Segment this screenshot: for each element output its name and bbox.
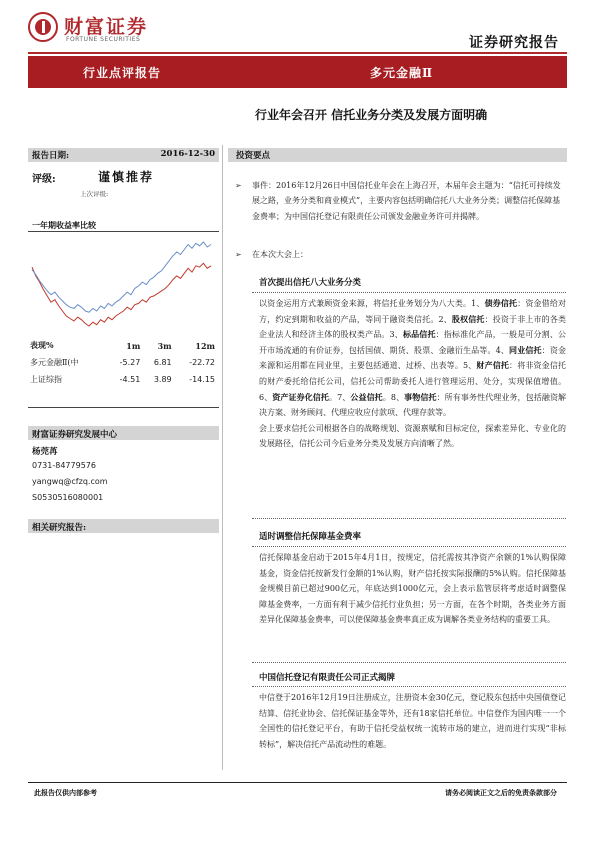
performance-table (30, 340, 218, 388)
analyst-certificate: S0530516080001 (32, 493, 104, 502)
perf-header: 12m (195, 340, 215, 351)
category-banner (28, 56, 567, 88)
report-date-label: 报告日期: (32, 151, 70, 161)
return-comparison-chart (28, 234, 219, 334)
perf-cell: 上证综指 (30, 375, 62, 384)
perf-cell: -22.72 (189, 358, 215, 367)
chart-series-line-0 (32, 263, 211, 326)
analyst-name: 杨莞苒 (32, 447, 58, 457)
section-title-guarantee-fund: 适时调整信托保障基金费率 (259, 532, 362, 542)
section-title-registration-company: 中国信托登记有限责任公司正式揭牌 (259, 673, 396, 683)
rating-value: 谨慎推荐 (98, 170, 155, 184)
chart-series-line-1 (32, 242, 211, 312)
highlight-event-text: 事件：2016年12月26日中国信托业年会在上海召开，本届年会主题为：“信托可持续发展之路，业务分类和商业模式”，主要内容包括明确信托八大业务分类；调整信托保障基金费率；为中国信托登记有限责任公司颁发金融业务许可并揭牌。 (252, 181, 561, 221)
section-divider (252, 546, 566, 547)
highlight-meeting (235, 247, 565, 262)
section-divider (252, 686, 566, 687)
performance-header-row (30, 340, 218, 354)
category-name: 标品信托 (402, 329, 436, 340)
table-row (30, 371, 218, 388)
report-date-value: 2016-12-30 (160, 149, 215, 159)
highlight-event (235, 178, 565, 224)
section-title-business-categories: 首次提出信托八大业务分类 (259, 278, 362, 288)
section-divider (252, 518, 566, 519)
header-rule (28, 52, 567, 54)
bullet-arrow-icon: ➢ (235, 181, 242, 190)
highlights-title: 投资要点 (236, 151, 271, 161)
chart-title: 一年期收益率比较 (32, 220, 96, 230)
chart-top-rule (28, 231, 219, 232)
report-date-bar (28, 148, 219, 162)
related-research-title: 相关研究报告: (32, 523, 87, 533)
performance-bottom-rule (28, 407, 219, 408)
banner-report-type: 行业点评报告 (83, 66, 162, 80)
category-name: 事物信托 (404, 391, 437, 402)
footer-internal-note: 此报告仅供内部参考 (34, 788, 97, 797)
perf-header: 3m (157, 340, 172, 351)
perf-cell: -4.51 (119, 375, 141, 384)
table-row (30, 354, 218, 371)
perf-header: 表现% (30, 340, 54, 350)
brand-logo (28, 8, 178, 48)
perf-cell: 6.81 (153, 358, 172, 367)
brand-name-en: FORTUNE SECURITIES (66, 36, 141, 43)
section-body-guarantee-fund: 信托保障基金启动于2015年4月1日，按规定，信托需按其净资产余额的1%认购保障基金，资金信托按新发行金额的1%认购，财产信托按实际报酬的5%认购。信托保障基金规模目前已超过900亿元，年底达到1000亿元，会上表示监管层将考虑适时调整保障基金费率，一方面有利于减少信托行业负担；另一方面，在各个时期，各类业务方面差异化保障基金费率，可以使保障基金费率真正成为调解各类业务结构的重要工具。 (259, 553, 566, 625)
category-name: 同业信托 (509, 344, 542, 355)
footer-rule (28, 782, 567, 783)
perf-header: 1m (126, 340, 141, 351)
highlight-meeting-text: 在本次大会上： (252, 250, 308, 259)
previous-rating-label: 上次评级: (80, 190, 109, 198)
perf-cell: -14.15 (189, 375, 215, 384)
category-name: 公益信托 (350, 391, 383, 402)
perf-cell: 3.89 (153, 375, 172, 384)
perf-cell: -5.27 (119, 358, 141, 367)
perf-cell: 多元金融Ⅱ(中 (30, 358, 79, 367)
highlights-bar (228, 148, 567, 162)
category-name: 债券信托 (484, 298, 518, 308)
column-separator (222, 145, 223, 770)
footer-disclaimer-note: 请务必阅读正文之后的免责条款部分 (445, 788, 557, 797)
rating-label: 评级: (32, 174, 56, 185)
section-divider (252, 292, 566, 293)
brand-name-cn: 财富证券 (64, 16, 149, 38)
section-body-business-categories: 以资金运用方式兼顾资金来源，将信托业务划分为八大类。1、债券信托：资金借给对方，约定到期和收益的产品，等同于融资类信托。2、股权信托：投资于非上市的各类企业法人和经济主体的股权类产品。3、标品信托：指标准化产品，一般是可分割、公开市场流通的有价证券，包括国债、期货、股票、金融衍生品等。4、同业信托：资金来源和运用都在同业里，主要包括通道、过桥、出表等。5、财产信托：将非资金信托的财产委托给信托公司，信托公司帮助委托人进行管理运用、处分，实现保值增值。6、资产证券化信托。7、公益信托。8、事物信托：所有事务性代理业务，包括融资解决方案、财务顾问、代理应收应付款项、代理存款等。 会上要求信托公司根据各自的战略规划、资源禀赋和目标定位，探索差异化、专业化的发展路径，信托公司今后业务分类及发展方向清晰了然。 (259, 298, 567, 449)
analyst-email[interactable]: yangwq@cfzq.com (32, 477, 108, 486)
bullet-arrow-icon: ➢ (235, 250, 242, 259)
brand-seal-icon (28, 12, 58, 42)
section-divider (252, 662, 566, 663)
report-kind: 证券研究报告 (469, 35, 559, 51)
section-body-registration-company: 中信登于2016年12月19日注册成立，注册资本金30亿元，登记股东包括中央国债登记结算、信托业协会、信托保证基金等外，还有18家信托单位。中信登作为国内唯一一个全国性的信托登记平台，有助于信托受益权统一流转市场的建立，进而进行实现“非标转标”，解决信托产品流动性的难题。 (259, 693, 566, 749)
banner-industry: 多元金融Ⅱ (370, 66, 434, 80)
analyst-phone: 0731-84779576 (32, 461, 96, 470)
category-name: 财产信托 (476, 360, 510, 371)
category-name: 资产证券化信托 (272, 391, 329, 402)
category-name: 股权信托 (451, 313, 485, 324)
research-center-title: 财富证券研究发展中心 (32, 430, 118, 440)
report-title: 行业年会召开 信托业务分类及发展方面明确 (255, 108, 488, 122)
